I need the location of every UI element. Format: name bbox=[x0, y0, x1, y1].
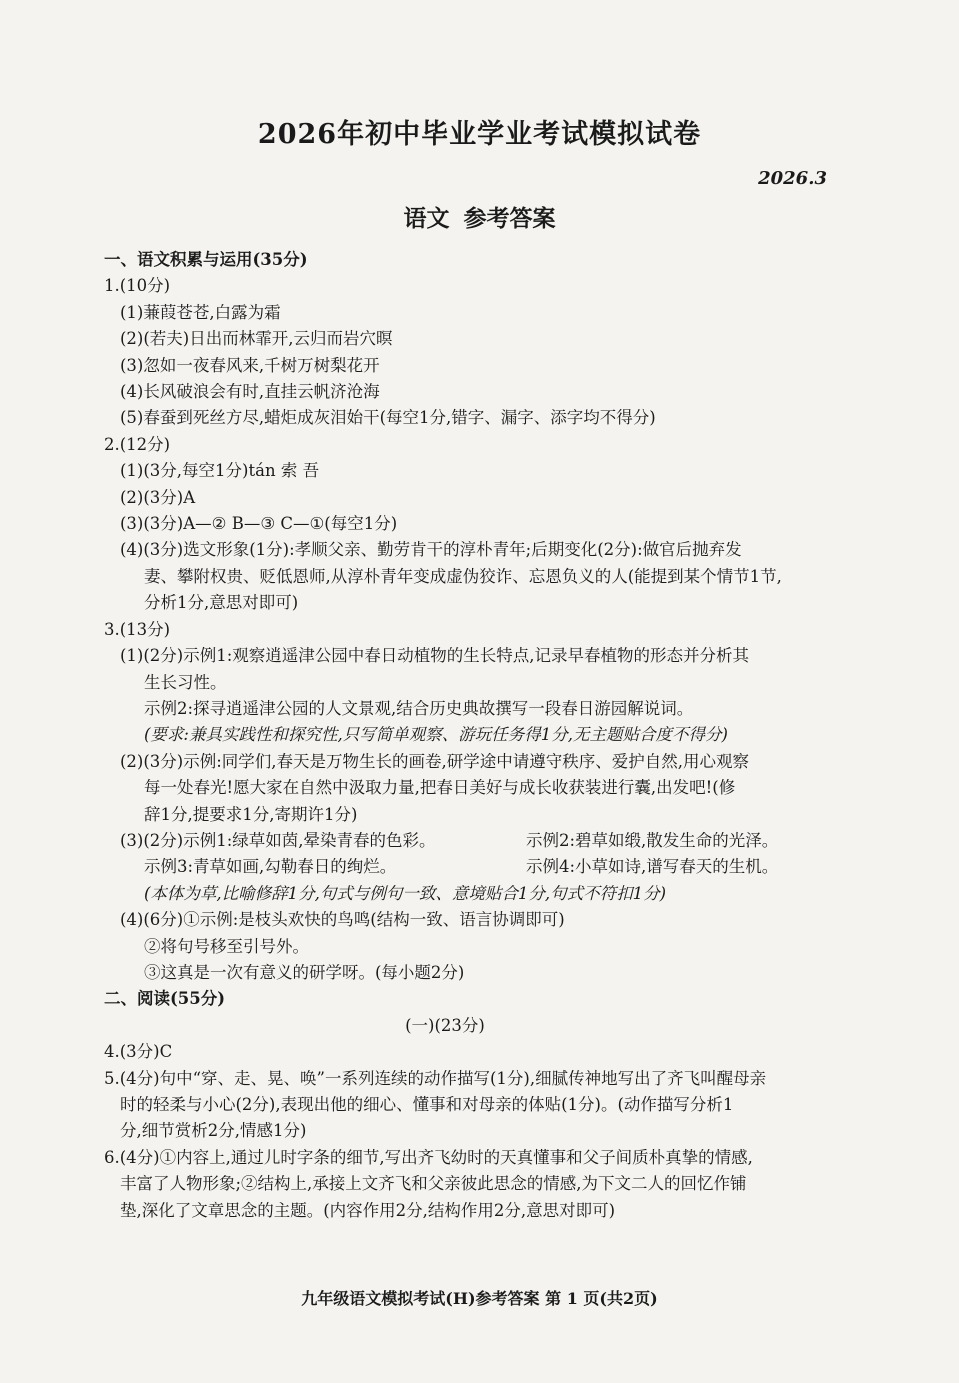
exam-title: 2026年初中毕业学业考试模拟试卷 bbox=[257, 119, 702, 150]
section-heading: 一、语文积累与运用(35分) bbox=[104, 250, 308, 269]
answer-line-continued: 妻、攀附权贵、贬低恩师,从淳朴青年变成虚伪狡诈、忘恩负义的人(能提到某个情节1节, bbox=[144, 566, 782, 586]
subject-name: 语文 bbox=[403, 205, 450, 232]
answer-line: (1)蒹葭苍苍,白露为霜 bbox=[120, 302, 281, 322]
answer-line: (4)长风破浪会有时,直挂云帆济沧海 bbox=[120, 382, 380, 402]
answer-line: (5)春蚕到死丝方尽,蜡炬成灰泪始干(每空1分,错字、漏字、添字均不得分) bbox=[120, 408, 656, 428]
answer-line-continued: 每一处春光!愿大家在自然中汲取力量,把春日美好与成长收获装进行囊,出发吧!(修 bbox=[144, 778, 736, 798]
example-cell: (3)(2分)示例1:绿草如茵,晕染青春的色彩。 bbox=[120, 830, 436, 850]
scoring-note: (本体为草,比喻修辞1分,句式与例句一致、意境贴合1分,句式不符扣1分) bbox=[144, 883, 667, 903]
answer-line: (1)(3分,每空1分)tán 索 吾 bbox=[120, 461, 320, 481]
answer-line: (3)(3分)A—② B—③ C—①(每空1分) bbox=[120, 514, 398, 534]
answer-line: (2)(3分)示例:同学们,春天是万物生长的画卷,研学途中请遵守秩序、爱护自然,用心观察 bbox=[120, 751, 750, 771]
subsection-heading: (一)(23分) bbox=[405, 1015, 485, 1035]
answer-line: (2)(若夫)日出而林霏开,云归而岩穴暝 bbox=[120, 329, 393, 349]
question-heading: 4.(3分)C bbox=[104, 1042, 173, 1062]
answer-line-continued: 分,细节赏析2分,情感1分) bbox=[120, 1121, 307, 1141]
doc-type: 参考答案 bbox=[463, 205, 556, 232]
question-heading: 1.(10分) bbox=[104, 276, 171, 296]
answer-line-continued: 时的轻柔与小心(2分),表现出他的细心、懂事和对母亲的体贴(1分)。(动作描写分析1 bbox=[120, 1095, 734, 1114]
answer-line-continued: 分析1分,意思对即可) bbox=[144, 593, 299, 613]
answer-line-continued: ②将句号移至引号外。 bbox=[144, 936, 309, 956]
answer-line-continued: 生长习性。 bbox=[144, 672, 227, 692]
answer-line: 6.(4分)①内容上,通过儿时字条的细节,写出齐飞幼时的天真懂事和父子间质朴真挚的情感, bbox=[104, 1147, 753, 1167]
page-footer: 九年级语文模拟考试(H)参考答案 第 1 页(共2页) bbox=[301, 1289, 658, 1308]
example-row bbox=[104, 854, 846, 880]
answer-line: (4)(6分)①示例:是枝头欢快的鸟鸣(结构一致、语言协调即可) bbox=[120, 910, 565, 930]
example-cell: 示例3:青草如画,勾勒春日的绚烂。 bbox=[144, 857, 397, 877]
answer-line: (3)忽如一夜春风来,千树万树梨花开 bbox=[120, 355, 380, 375]
answer-line-continued: 辞1分,提要求1分,寄期许1分) bbox=[144, 804, 358, 824]
example-cell: 示例4:小草如诗,谱写春天的生机。 bbox=[526, 857, 779, 877]
exam-date: 2026.3 bbox=[758, 168, 827, 189]
answer-line: (1)(2分)示例1:观察逍遥津公园中春日动植物的生长特点,记录早春植物的形态并分析其 bbox=[120, 646, 750, 666]
question-heading: 3.(13分) bbox=[104, 619, 171, 639]
example-cell: 示例2:碧草如缎,散发生命的光泽。 bbox=[526, 830, 779, 850]
answer-line: 5.(4分)句中“穿、走、晃、唤”一系列连续的动作描写(1分),细腻传神地写出了齐飞叫醒母亲 bbox=[104, 1068, 767, 1088]
answer-line-continued: ③这真是一次有意义的研学呀。(每小题2分) bbox=[144, 962, 465, 982]
scoring-note: (要求:兼具实践性和探究性,只写简单观察、游玩任务得1分,无主题贴合度不得分) bbox=[144, 725, 728, 745]
subject-heading bbox=[0, 200, 959, 233]
answer-content bbox=[104, 247, 846, 1224]
example-row bbox=[104, 828, 846, 854]
question-heading: 2.(12分) bbox=[104, 434, 171, 454]
answer-line-continued: 垫,深化了文章思念的主题。(内容作用2分,结构作用2分,意思对即可) bbox=[120, 1200, 616, 1220]
answer-line-continued: 丰富了人物形象;②结构上,承接上文齐飞和父亲彼此思念的情感,为下文二人的回忆作铺 bbox=[120, 1174, 747, 1194]
section-heading: 二、阅读(55分) bbox=[104, 989, 226, 1009]
answer-line: (2)(3分)A bbox=[120, 487, 196, 507]
example-line: 示例2:探寻逍遥津公园的人文景观,结合历史典故撰写一段春日游园解说词。 bbox=[144, 698, 694, 718]
answer-line: (4)(3分)选文形象(1分):孝顺父亲、勤劳肯干的淳朴青年;后期变化(2分):做官后抛弃发 bbox=[120, 540, 742, 560]
